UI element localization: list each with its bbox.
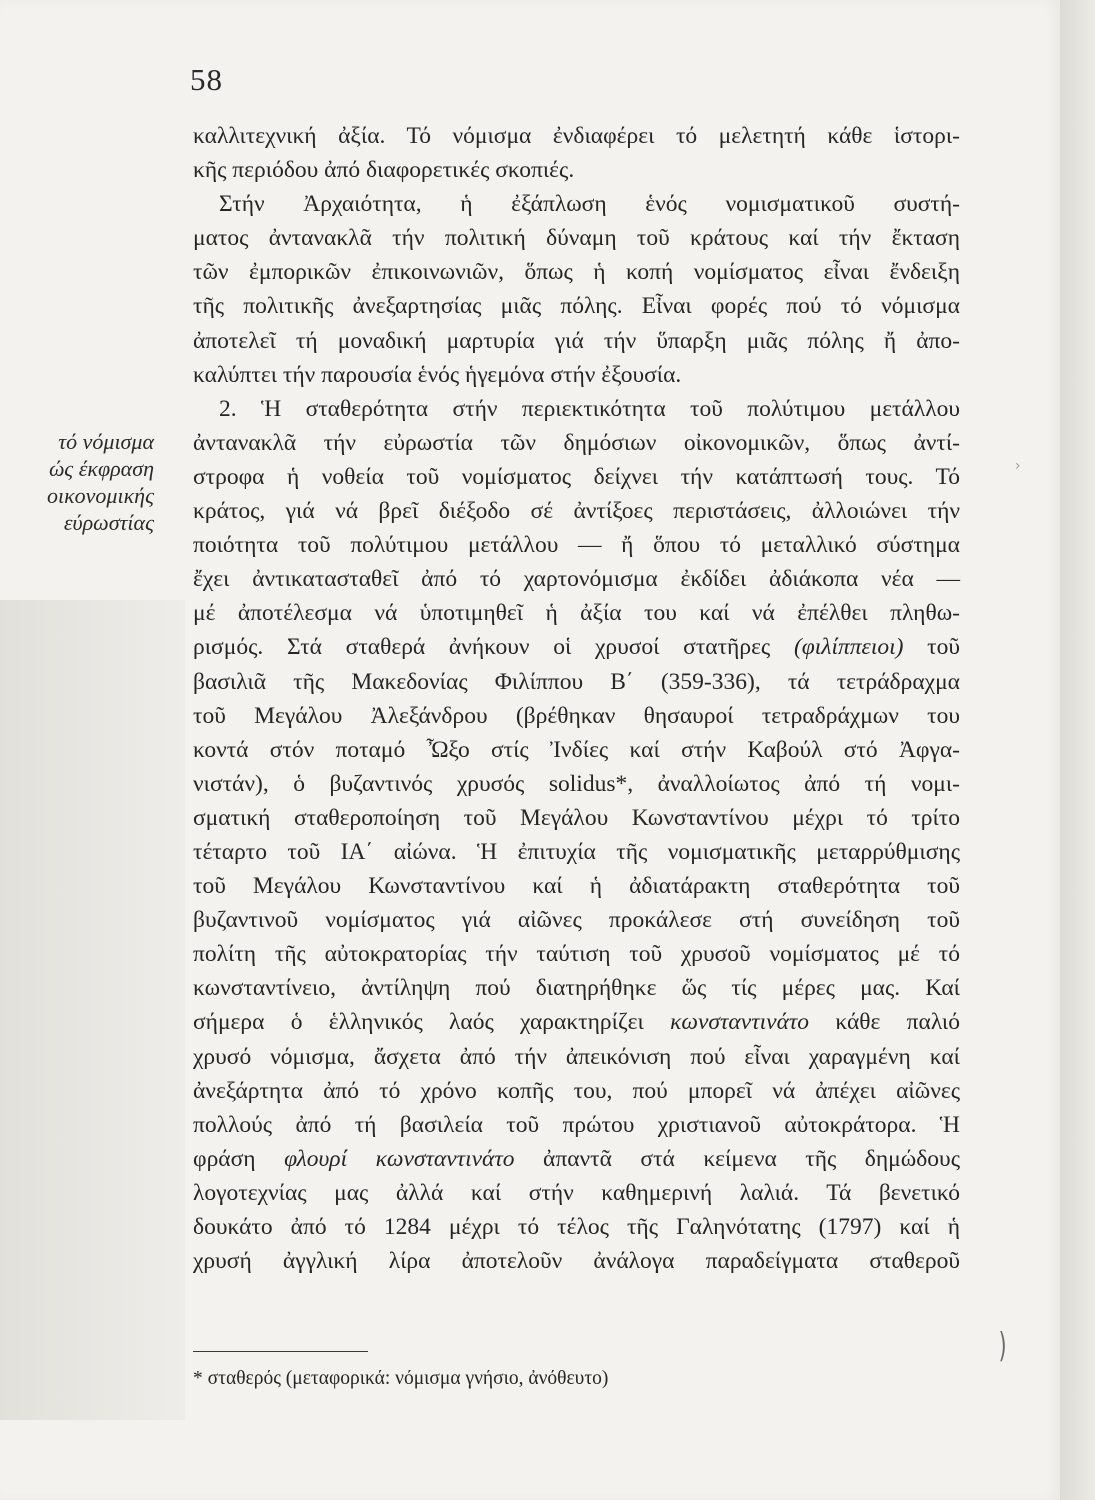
bracket-mark-icon: ): [998, 1326, 1007, 1366]
text-line: χρυσή ἀγγλική λίρα ἀποτελοῦν ἀνάλογα παραδείγματα σταθεροῦ: [193, 1248, 960, 1275]
footnote-rule: [193, 1351, 368, 1352]
text-line: πολλούς ἀπό τή βασιλεία τοῦ πρώτου χριστιανοῦ αὐτοκράτορα. Ἡ: [193, 1111, 960, 1138]
margin-note-line: εύρωστίας: [63, 510, 154, 535]
margin-note-line: τό νόμισμα: [58, 429, 154, 454]
text-line: ἀνεξάρτητα ἀπό τό χρόνο κοπῆς του, πού μπορεῖ νά ἀπέχει αἰῶνες: [193, 1077, 960, 1104]
margin-note: [20, 428, 154, 536]
text-segment: τοῦ: [903, 634, 960, 661]
text-line: λογοτεχνίας μας ἀλλά καί στήν καθημερινή λαλιά. Τά βενετικό: [193, 1179, 960, 1206]
text-line: βασιλιᾶ τῆς Μακεδονίας Φιλίππου Β΄ (359-336), τά τετράδραχμα: [193, 668, 960, 695]
footnote: * σταθερός (μεταφορικά: νόμισμα γνήσιο, ἀνόθευτο): [193, 1368, 609, 1389]
text-line: καλλιτεχνική ἀξία. Τό νόμισμα ἐνδιαφέρει τό μελετητή κάθε ἱστορι-: [193, 123, 960, 149]
text-line: [193, 1142, 960, 1176]
text-line: τοῦ Μεγάλου Ἀλεξάνδρου (βρέθηκαν θησαυροί τετραδράχμων του: [193, 702, 960, 729]
text-line: κῆς περιόδου ἀπό διαφορετικές σκοπιές.: [193, 157, 575, 184]
text-line: πολίτη τῆς αὐτοκρατορίας τήν ταύτιση τοῦ χρυσοῦ νομίσματος μέ τό: [193, 941, 960, 968]
text-line: ποιότητα τοῦ πολύτιμου μετάλλου — ἤ ὅπου τό μεταλλικό σύστημα: [193, 532, 960, 559]
arrow-mark-icon: ›: [1015, 458, 1021, 474]
text-line: δουκάτο ἀπό τό 1284 μέχρι τό τέλος τῆς Γαληνότατης (1797) καί ἡ: [193, 1214, 960, 1240]
text-segment: σήμερα ὁ ἑλληνικός λαός χαρακτηρίζει: [193, 1009, 671, 1036]
text-segment: κάθε παλιό: [809, 1009, 960, 1036]
italic-term: (φιλίππειοι): [793, 634, 904, 661]
text-line: τοῦ Μεγάλου Κωνσταντίνου καί ἡ ἀδιατάρακτη σταθερότητα τοῦ: [193, 873, 960, 900]
text-segment: ἀπαντᾶ στά κείμενα τῆς δημώδους: [514, 1145, 960, 1172]
text-line: Στήν Ἀρχαιότητα, ἡ ἐξάπλωση ἑνός νομισματικοῦ συστή-: [219, 191, 960, 218]
text-line: ἀποτελεῖ τή μοναδική μαρτυρία γιά τήν ὕπαρξη μιᾶς πόλης ἤ ἀπο-: [193, 327, 960, 354]
text-segment: ρισμός. Στά σταθερά ἀνήκουν οἱ χρυσοί στατῆρες: [193, 634, 794, 661]
margin-note-line: οικονομικής: [47, 483, 154, 508]
bleed-through-shadow: [0, 600, 185, 1420]
italic-term: κωνσταντινάτο: [670, 1009, 810, 1036]
text-segment: φράση: [193, 1145, 285, 1172]
text-line: τῶν ἐμπορικῶν ἐπικοινωνιῶν, ὅπως ἡ κοπή νομίσματος εἶναι ἔνδειξη: [193, 259, 960, 286]
text-line: ἀντανακλᾶ τήν εὐρωστία τῶν δημόσιων οἰκονομικῶν, ὅπως ἀντί-: [193, 429, 960, 456]
text-line: μέ ἀποτέλεσμα νά ὑποτιμηθεῖ ἡ ἀξία του καί νά ἐπέλθει πληθω-: [193, 600, 960, 627]
text-line: ματος ἀντανακλᾶ τήν πολιτική δύναμη τοῦ κράτους καί τήν ἔκταση: [193, 225, 960, 252]
text-line: κωνσταντίνειο, ἀντίληψη πού διατηρήθηκε ὥς τίς μέρες μας. Καί: [193, 975, 960, 1002]
text-line: κράτος, γιά νά βρεῖ διέξοδο σέ ἀντίξοες περιστάσεις, ἀλλοιώνει τήν: [193, 498, 960, 525]
text-line: [193, 630, 960, 664]
text-line: τέταρτο τοῦ ΙΑ΄ αἰώνα. Ἡ ἐπιτυχία τῆς νομισματικῆς μεταρρύθμισης: [193, 838, 960, 865]
page-number: 58: [190, 62, 223, 97]
text-line: βυζαντινοῦ νομίσματος γιά αἰῶνες προκάλεσε στή συνείδηση τοῦ: [193, 907, 960, 934]
text-line: κοντά στόν ποταμό Ὦξο στίς Ἰνδίες καί στήν Καβούλ στό Ἀφγα-: [193, 736, 960, 763]
text-line: 2. Ἡ σταθερότητα στήν περιεκτικότητα τοῦ πολύτιμου μετάλλου: [219, 395, 960, 422]
page-edge-shadow: [1060, 0, 1095, 1500]
italic-term: φλουρί κωνσταντινάτο: [284, 1145, 515, 1172]
text-line: στροφα ἡ νοθεία τοῦ νομίσματος δείχνει τήν κατάπτωσή τους. Τό: [193, 463, 960, 490]
text-line: σματική σταθεροποίηση τοῦ Μεγάλου Κωνσταντίνου μέχρι τό τρίτο: [193, 804, 960, 831]
text-line: [193, 1005, 960, 1039]
text-line: ἔχει ἀντικατασταθεῖ ἀπό τό χαρτονόμισμα ἐκδίδει ἀδιάκοπα νέα —: [193, 566, 960, 593]
text-line: χρυσό νόμισμα, ἄσχετα ἀπό τήν ἀπεικόνιση πού εἶναι χαραγμένη καί: [193, 1043, 960, 1070]
text-line: νιστάν), ὁ βυζαντινός χρυσός solidus*, ἀναλλοίωτος ἀπό τή νομι-: [193, 770, 960, 797]
margin-note-line: ώς έκφραση: [48, 456, 154, 481]
body-text: [193, 119, 960, 1278]
text-line: καλύπτει τήν παρουσία ἑνός ἡγεμόνα στήν ἐξουσία.: [193, 361, 682, 388]
text-line: τῆς πολιτικῆς ἀνεξαρτησίας μιᾶς πόλης. Εἶναι φορές πού τό νόμισμα: [193, 293, 960, 320]
